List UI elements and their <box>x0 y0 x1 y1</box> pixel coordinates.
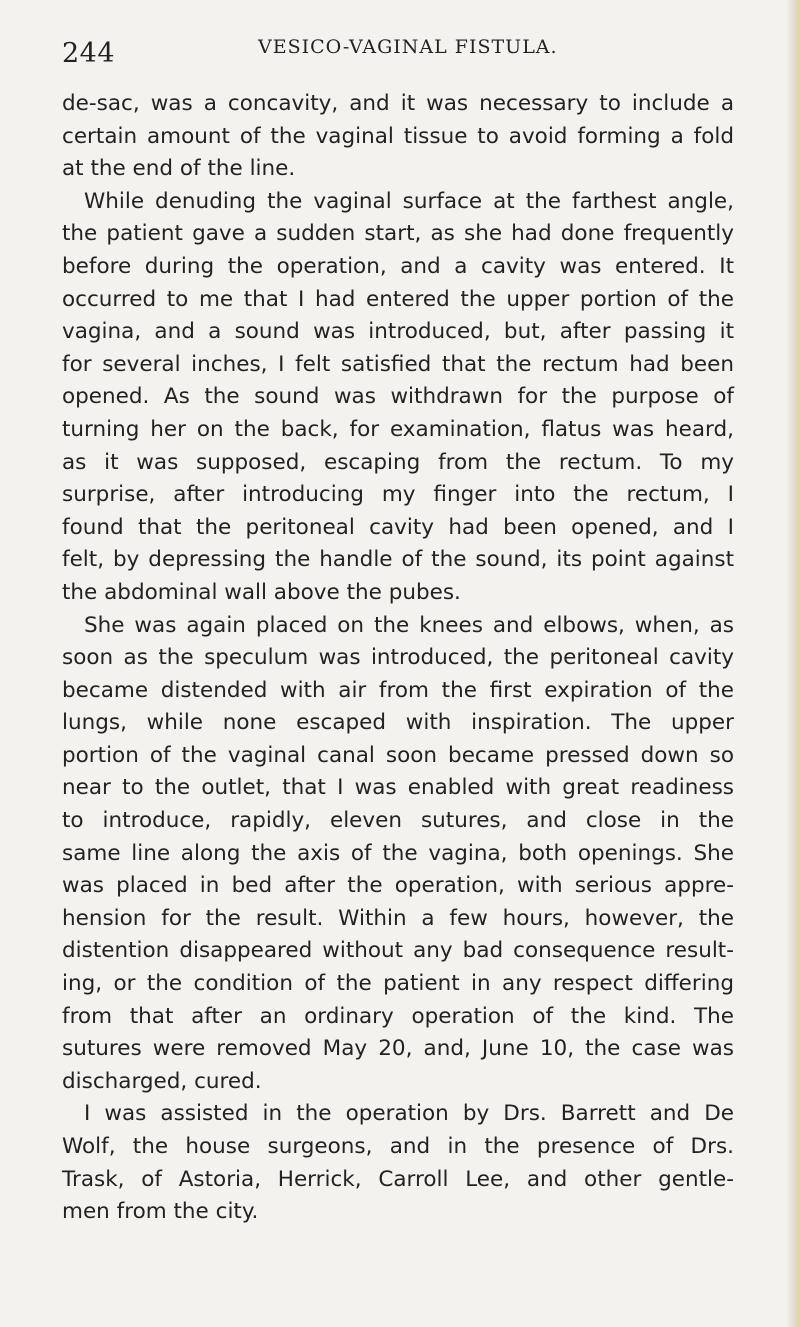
text-line: turning her on the back, for examination, flatus was heard, <box>62 416 734 442</box>
page-header <box>40 30 740 70</box>
text-line: sutures were removed May 20, and, June 10, the case was <box>62 1036 734 1062</box>
text-line: same line along the axis of the vagina, both openings. She <box>62 840 734 866</box>
text-line: to introduce, rapidly, eleven sutures, and close in the <box>62 808 734 834</box>
text-line: lungs, while none escaped with inspiration. The upper <box>62 710 734 736</box>
text-line: Trask, of Astoria, Herrick, Carroll Lee, and other gentle- <box>62 1166 734 1192</box>
text-line: as it was supposed, escaping from the rectum. To my <box>62 449 734 475</box>
text-line: de-sac, was a concavity, and it was necessary to include a <box>62 91 734 116</box>
text-line: I was assisted in the operation by Drs. Barrett and De <box>84 1101 734 1127</box>
page-number: 244 <box>62 38 116 69</box>
text-line: Wolf, the house surgeons, and in the presence of Drs. <box>62 1134 734 1159</box>
text-line: occurred to me that I had entered the upper portion of the <box>62 286 734 312</box>
text-line: ing, or the condition of the patient in any respect differing <box>62 971 734 997</box>
running-head: VESICO-VAGINAL FISTULA. <box>258 36 558 58</box>
text-line: certain amount of the vaginal tissue to avoid forming a fold <box>62 123 734 149</box>
text-line: soon as the speculum was introduced, the peritoneal cavity <box>62 645 734 671</box>
text-line: surprise, after introducing my finger into the rectum, I <box>62 482 734 508</box>
text-line: near to the outlet, that I was enabled with great readiness <box>62 775 734 801</box>
text-line: discharged, cured. <box>62 1068 262 1094</box>
text-line: from that after an ordinary operation of the kind. The <box>62 1003 734 1029</box>
text-line: the abdominal wall above the pubes. <box>62 579 461 605</box>
text-line: distention disappeared without any bad consequence result- <box>62 938 734 964</box>
text-line: men from the city. <box>62 1199 259 1225</box>
text-line: found that the peritoneal cavity had been opened, and I <box>62 514 734 540</box>
text-line: the patient gave a sudden start, as she had done frequently <box>62 221 734 247</box>
page-edge-shadow <box>786 0 800 1327</box>
text-line: at the end of the line. <box>62 156 296 182</box>
text-line: hension for the result. Within a few hours, however, the <box>62 905 734 931</box>
text-line: was placed in bed after the operation, with serious appre- <box>62 873 734 899</box>
text-line: for several inches, I felt satisfied that the rectum had been <box>62 351 734 377</box>
text-line: felt, by depressing the handle of the sound, its point against <box>62 547 734 573</box>
text-line: opened. As the sound was withdrawn for the purpose of <box>62 384 734 410</box>
text-line: portion of the vaginal canal soon became pressed down so <box>62 742 734 768</box>
body-text <box>62 88 734 1229</box>
text-line: vagina, and a sound was introduced, but, after passing it <box>62 319 734 345</box>
text-line: While denuding the vaginal surface at the farthest angle, <box>84 188 734 214</box>
text-line: before during the operation, and a cavity was entered. It <box>62 253 734 279</box>
text-line: became distended with air from the first expiration of the <box>62 677 734 703</box>
text-line: She was again placed on the knees and elbows, when, as <box>84 612 734 638</box>
